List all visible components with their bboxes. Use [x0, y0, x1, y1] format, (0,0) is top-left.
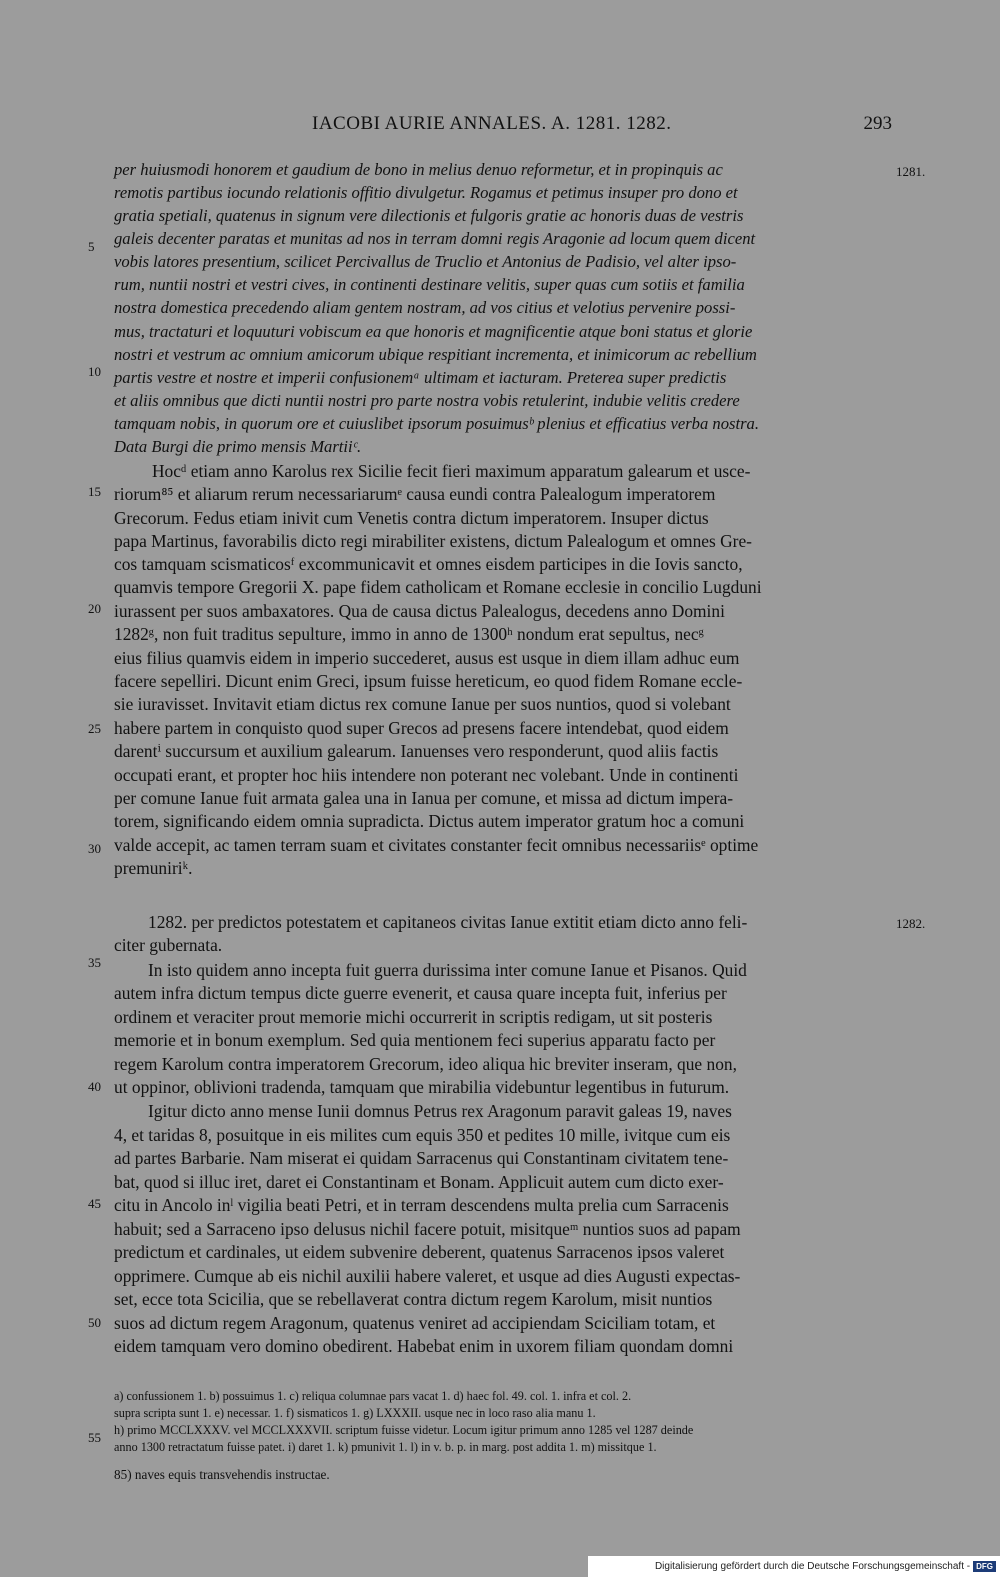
body-line: ad partes Barbarie. Nam miserat ei quidam Sarracenus qui Constantinam civitatem tene-: [114, 1148, 729, 1168]
footnote-85: 85) naves equis transvehendis instructae.: [114, 1467, 330, 1482]
body-line: regem Karolum contra imperatorem Grecorum, ideo aliqua hic breviter inseram, que non,: [114, 1054, 737, 1074]
body-line: sie iuravisset. Invitavit etiam dictus rex comune Ianue per suos nuntios, quod si volebant: [114, 694, 731, 714]
body-line: nostri et vestrum ac omnium amicorum ubique respitiant incrementa, et inimicorum ac rebellium: [114, 345, 757, 364]
body-line: Data Burgi die primo mensis Martiiᶜ.: [114, 437, 362, 456]
body-line: 1282ᵍ, non fuit traditus sepulture, immo in anno de 1300ʰ nondum erat sepultus, necᵍ: [114, 624, 704, 644]
body-line: habuit; sed a Sarraceno ipso delusus nichil facere potuit, misitqueᵐ nuntios suos ad papam: [114, 1219, 741, 1239]
body-line: quamvis tempore Gregorii X. pape fidem catholicam et Romane ecclesie in concilio Lugduni: [114, 577, 762, 597]
body-line: ordinem et veraciter prout memorie michi occurrerit in scriptis redigam, ut sit posteris: [114, 1007, 713, 1027]
line-number: 50: [88, 1315, 101, 1330]
body-line: 4, et taridas 8, posuitque in eis milites cum equis 350 et pedites 10 mille, ivitque cum eis: [114, 1125, 731, 1145]
body-line: cos tamquam scismaticosᶠ excommunicavit et omnes eisdem participes in die Iovis sancto,: [114, 554, 743, 574]
line-number: 40: [88, 1079, 101, 1094]
margin-year: 1282.: [896, 916, 926, 931]
body-line: per huiusmodi honorem et gaudium de bono in melius denuo reformetur, et in propinquis ac: [114, 160, 723, 179]
body-line: suos ad dictum regem Aragonum, quatenus veniret ad accipiendam Sciciliam totam, et: [114, 1313, 716, 1333]
body-line: darentⁱ succursum et auxilium galearum. Ianuenses vero responderunt, quod aliis factis: [114, 741, 719, 761]
line-number: 10: [88, 364, 101, 379]
line-number: 15: [88, 484, 101, 499]
body-line: autem infra dictum tempus dicte guerre evenerit, et causa quare incepta fuit, inferius per: [114, 983, 727, 1003]
body-line: per comune Ianue fuit armata galea una in Ianua per comune, et missa ad dictum impera-: [114, 788, 734, 808]
footnote-line: anno 1300 retractatum fuisse patet. i) daret 1. k) pmunivit 1. l) in v. b. p. in marg. post addita 1. m) missitque 1.: [114, 1440, 657, 1454]
body-line: 1282. per predictos potestatem et capitaneos civitas Ianue extitit etiam dicto anno feli-: [148, 912, 748, 932]
body-line: habere partem in conquisto quod super Grecos ad presens facere intendebat, quod eidem: [114, 718, 729, 738]
body-line: remotis partibus iocundo relationis offitio divulgetur. Rogamus et petimus insuper pro dono et: [114, 183, 738, 202]
body-line: predictum et cardinales, ut eidem subvenire deberent, quatenus Sarracenos ipsos valeret: [114, 1242, 725, 1262]
body-line: et aliis omnibus que dicti nuntii nostri pro parte nostra vobis retulerint, indubie velitis credere: [114, 391, 740, 410]
body-line: papa Martinus, favorabilis dicto regi mirabiliter existens, dictum Palealogum et omnes Gre-: [114, 531, 752, 551]
body-line: torem, significando eidem omnia supradicta. Dictus autem imperator gratum hoc a comuni: [114, 811, 745, 831]
body-line: vobis latores presentium, scilicet Percivallus de Truclio et Antonius de Padisio, vel alter ipso-: [114, 252, 737, 271]
body-line: citu in Ancolo inˡ vigilia beati Petri, et in terram descendens multa prelia cum Sarracenis: [114, 1195, 729, 1215]
line-number: 45: [88, 1196, 101, 1211]
line-number: 30: [88, 841, 101, 856]
line-number: 5: [88, 239, 95, 254]
body-line: Hocᵈ etiam anno Karolus rex Sicilie fecit fieri maximum apparatum galearum et usce-: [152, 461, 751, 481]
footnote-line: supra scripta sunt 1. e) necessar. 1. f) sismaticos 1. g) LXXXII. usque nec in loco raso alia manu 1.: [114, 1406, 596, 1420]
body-line: set, ecce tota Scicilia, que se rebellaverat contra dictum regem Karolum, misit nuntios: [114, 1289, 713, 1309]
body-line: facere sepelliri. Dicunt enim Greci, ipsum fuisse hereticum, eo quod fidem Romane eccle-: [114, 671, 743, 691]
page-number: 293: [863, 113, 892, 134]
line-number: 25: [88, 721, 101, 736]
body-line: partis vestre et nostre et imperii confusionemᵃ ultimam et iacturam. Preterea super predictis: [114, 368, 727, 387]
body-line: galeis decenter paratas et munitas ad nos in terram domni regis Aragonie ad locum quem dicent: [114, 229, 756, 248]
digitization-credit-bar: [588, 1556, 1000, 1577]
footnote-line: h) primo MCCLXXXV. vel MCCLXXXVII. scriptum fuisse videtur. Locum igitur primum anno 1285 vel 1287 deinde: [114, 1423, 694, 1437]
body-line: riorum⁸⁵ et aliarum rerum necessariarumᵉ causa eundi contra Palealogum imperatorem: [114, 484, 716, 504]
body-line: occupati erant, et propter hoc hiis intendere non poterant nec volebant. Unde in continenti: [114, 765, 739, 785]
body-line: Grecorum. Fedus etiam inivit cum Venetis contra dictum imperatorem. Insuper dictus: [114, 508, 709, 528]
body-line: eius filius quamvis eidem in imperio succederet, ausus est usque in diem illam adhuc eum: [114, 648, 740, 668]
dfg-logo: DFG: [973, 1561, 996, 1572]
margin-year: 1281.: [896, 164, 926, 179]
body-line: premuniriᵏ.: [114, 858, 193, 878]
body-line: opprimere. Cumque ab eis nichil auxilii habere valeret, et usque ad dies Augusti expectas-: [114, 1266, 741, 1286]
body-line: nostra domestica precedendo aliam gentem nostram, ad vos citius et velotius pervenire possi-: [114, 298, 736, 317]
body-line: gratia spetiali, quatenus in signum vere dilectionis et fulgoris gratie ac honoris duas de vestris: [114, 206, 744, 225]
body-line: Igitur dicto anno mense Iunii domnus Petrus rex Aragonum paravit galeas 19, naves: [148, 1101, 732, 1121]
line-number: 35: [88, 955, 101, 970]
body-line: citer gubernata.: [114, 935, 223, 955]
line-number: 55: [88, 1430, 101, 1445]
digitization-credit: Digitalisierung gefördert durch die Deutsche Forschungsgemeinschaft -: [654, 1561, 971, 1572]
line-number: 20: [88, 601, 101, 616]
running-header: [312, 113, 892, 145]
body-line: mus, tractaturi et loquuturi vobiscum ea que honoris et magnificentie atque boni status et glorie: [114, 322, 753, 341]
running-title: IACOBI AURIE ANNALES. A. 1281. 1282.: [312, 113, 672, 134]
body-line: iurassent per suos ambaxatores. Qua de causa dictus Palealogus, decedens anno Domini: [114, 601, 725, 621]
body-line: valde accepit, ac tamen terram suam et civitates constanter fecit omnibus necessariisᵉ optime: [114, 835, 759, 855]
body-line: rum, nuntii nostri et vestri cives, in continenti destinare velitis, super quas cum sotiis et familia: [114, 275, 745, 294]
body-line: eidem tamquam vero domino obedirent. Habebat enim in uxorem filiam quondam domni: [114, 1336, 734, 1356]
body-line: tamquam nobis, in quorum ore et cuiuslibet ipsorum posuimusᵇ plenius et efficatius verba nostra.: [114, 414, 759, 433]
footnote-line: a) confussionem 1. b) possuimus 1. c) reliqua columnae pars vacat 1. d) haec fol. 49. col. 1. infra et col. 2.: [114, 1389, 632, 1403]
body-line: memorie et in bonum exemplum. Sed quia mentionem feci superius apparatu facto per: [114, 1030, 716, 1050]
body-line: ut oppinor, oblivioni tradenda, tamquam que mirabilia videbuntur legentibus in futurum.: [114, 1077, 730, 1097]
body-line: bat, quod si illuc iret, daret ei Constantinam et Bonam. Applicuit autem cum dicto exer-: [114, 1172, 724, 1192]
body-line: In isto quidem anno incepta fuit guerra durissima inter comune Ianue et Pisanos. Quid: [148, 960, 747, 980]
